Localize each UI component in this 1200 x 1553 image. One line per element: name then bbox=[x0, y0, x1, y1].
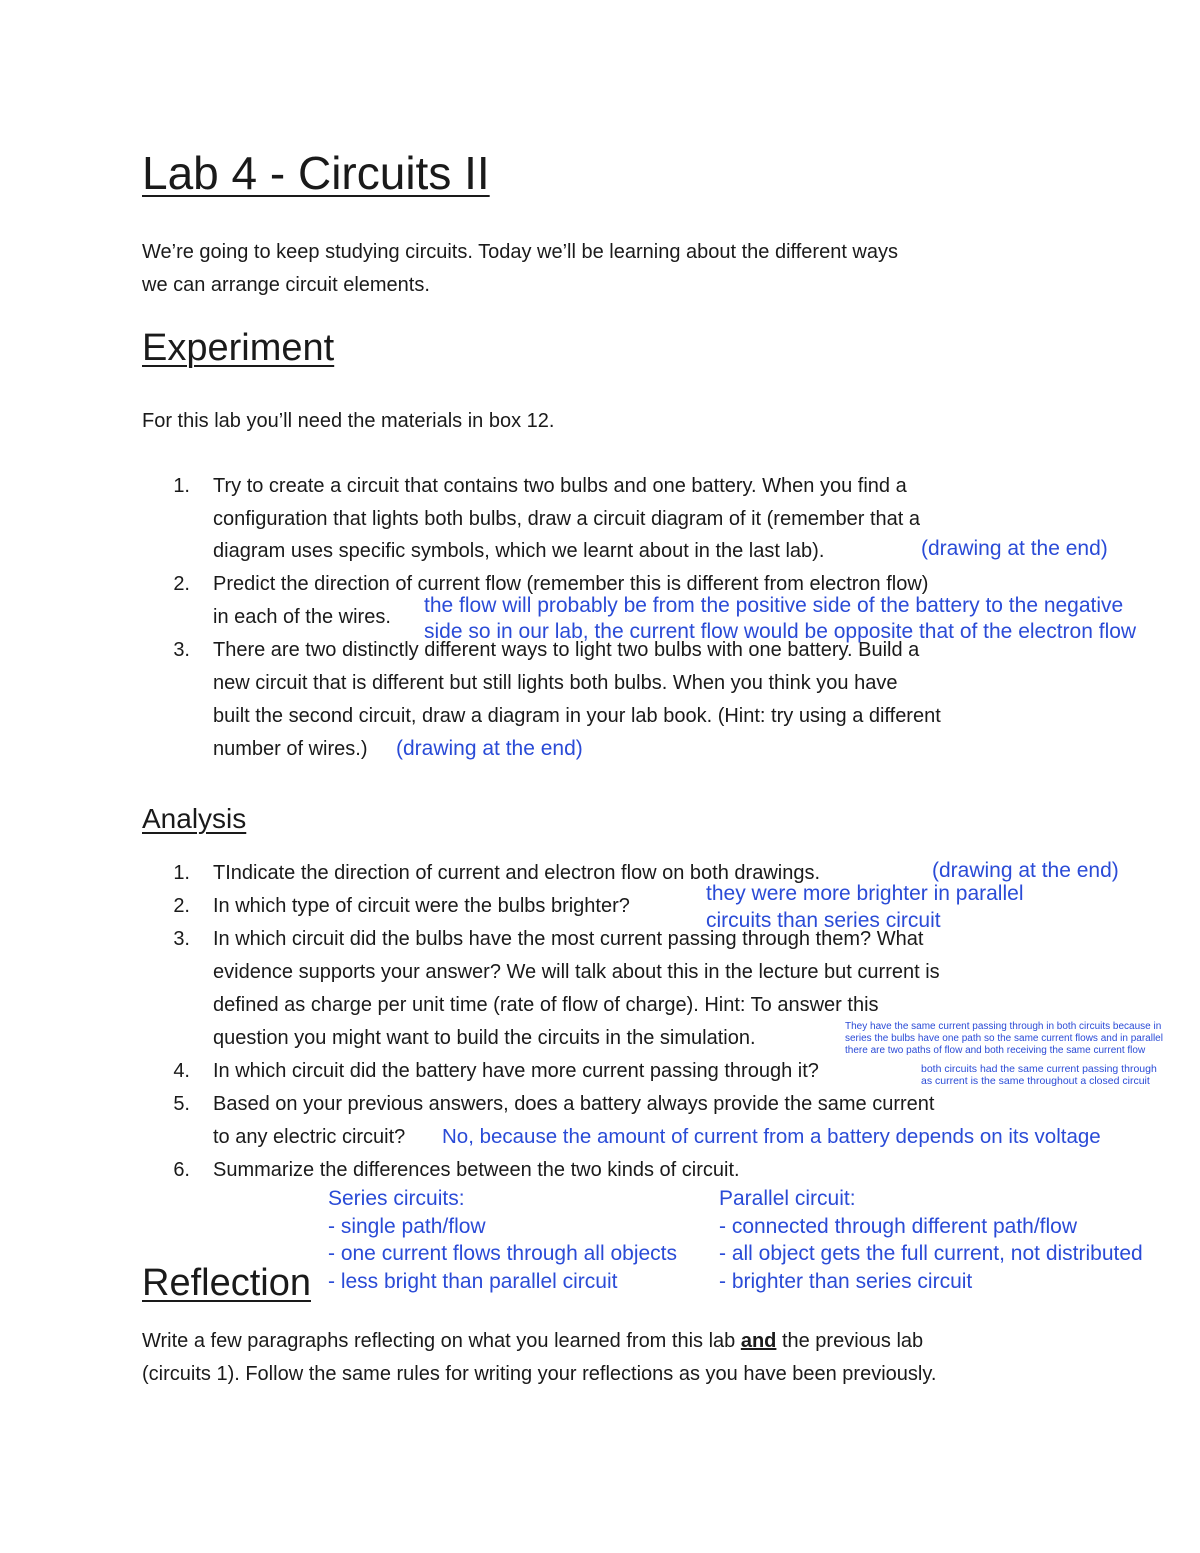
list-item-text: question you might want to build the circuits in the simulation. bbox=[213, 1027, 756, 1049]
analysis-heading: Analysis bbox=[142, 803, 247, 834]
reflection-heading: Reflection bbox=[142, 1262, 311, 1304]
intro-line-2: we can arrange circuit elements. bbox=[142, 274, 430, 296]
reflection-line-2: (circuits 1). Follow the same rules for writing your reflections as you have been previously. bbox=[142, 1363, 937, 1385]
list-item-text: In which circuit did the battery have more current passing through it? bbox=[213, 1060, 819, 1082]
handwritten-answer: they were more brighter in parallel bbox=[706, 882, 1024, 905]
list-item-text: new circuit that is different but still lights both bulbs. When you think you have bbox=[213, 672, 898, 694]
page-title: Lab 4 - Circuits II bbox=[142, 147, 490, 199]
list-item-text: TIndicate the direction of current and electron flow on both drawings. bbox=[213, 862, 821, 884]
parallel-point: - all object gets the full current, not distributed bbox=[719, 1242, 1143, 1265]
handwritten-answer: (drawing at the end) bbox=[932, 859, 1119, 882]
list-item-text: configuration that lights both bulbs, draw a circuit diagram of it (remember that a bbox=[213, 508, 921, 530]
reflection-text: Write a few paragraphs reflecting on what you learned from this lab bbox=[142, 1330, 741, 1352]
handwritten-answer: side so in our lab, the current flow would be opposite that of the electron flow bbox=[424, 620, 1137, 643]
list-item-text: number of wires.) bbox=[213, 738, 368, 760]
series-point: - single path/flow bbox=[328, 1215, 486, 1238]
list-item-text: There are two distinctly different ways to light two bulbs with one battery. Build a bbox=[213, 639, 920, 661]
handwritten-answer: series the bulbs have one path so the same current flows and in parallel bbox=[845, 1033, 1163, 1044]
list-number: 3. bbox=[173, 639, 190, 661]
list-item-text: Based on your previous answers, does a battery always provide the same current bbox=[213, 1093, 935, 1115]
handwritten-answer: (drawing at the end) bbox=[921, 537, 1108, 560]
handwritten-answer: (drawing at the end) bbox=[396, 737, 583, 760]
series-point: - less bright than parallel circuit bbox=[328, 1270, 618, 1293]
reflection-text: the previous lab bbox=[776, 1330, 924, 1352]
reflection-line-1 bbox=[142, 1329, 923, 1353]
list-number: 2. bbox=[173, 573, 190, 595]
list-number: 2. bbox=[173, 895, 190, 917]
list-item-text: Summarize the differences between the two kinds of circuit. bbox=[213, 1159, 740, 1181]
handwritten-answer: both circuits had the same current passing through bbox=[921, 1063, 1157, 1075]
parallel-point: - connected through different path/flow bbox=[719, 1215, 1078, 1238]
list-number: 3. bbox=[173, 928, 190, 950]
list-item-text: evidence supports your answer? We will talk about this in the lecture but current is bbox=[213, 961, 940, 983]
parallel-heading: Parallel circuit: bbox=[719, 1187, 856, 1210]
list-item-text: In which circuit did the bulbs have the most current passing through them? What bbox=[213, 928, 924, 950]
handwritten-answer: as current is the same throughout a closed circuit bbox=[921, 1075, 1150, 1087]
list-number: 6. bbox=[173, 1159, 190, 1181]
list-item-text: diagram uses specific symbols, which we learnt about in the last lab). bbox=[213, 540, 825, 562]
list-number: 1. bbox=[173, 862, 190, 884]
handwritten-answer: They have the same current passing through in both circuits because in bbox=[845, 1021, 1162, 1032]
handwritten-answer: the flow will probably be from the positive side of the battery to the negative bbox=[424, 594, 1124, 617]
handwritten-answer: No, because the amount of current from a battery depends on its voltage bbox=[442, 1125, 1101, 1148]
handwritten-answer: there are two paths of flow and both receiving the same current flow bbox=[845, 1045, 1146, 1056]
list-item-text: In which type of circuit were the bulbs brighter? bbox=[213, 895, 630, 917]
experiment-heading: Experiment bbox=[142, 327, 335, 369]
series-point: - one current flows through all objects bbox=[328, 1242, 678, 1265]
series-heading: Series circuits: bbox=[328, 1187, 465, 1210]
parallel-point: - brighter than series circuit bbox=[719, 1270, 973, 1293]
intro-line-1: We’re going to keep studying circuits. Today we’ll be learning about the different ways bbox=[142, 241, 898, 263]
list-item-text: defined as charge per unit time (rate of flow of charge). Hint: To answer this bbox=[213, 994, 879, 1016]
reflection-emphasis: and bbox=[740, 1330, 777, 1352]
list-item-text: built the second circuit, draw a diagram in your lab book. (Hint: try using a different bbox=[213, 705, 941, 727]
list-item-text: Try to create a circuit that contains two bulbs and one battery. When you find a bbox=[213, 475, 907, 497]
list-item-text: Predict the direction of current flow (remember this is different from electron flow) bbox=[213, 573, 929, 595]
list-item-text: in each of the wires. bbox=[213, 606, 391, 628]
list-number: 1. bbox=[173, 475, 190, 497]
list-number: 4. bbox=[173, 1060, 190, 1082]
list-item-text: to any electric circuit? bbox=[213, 1126, 406, 1148]
list-number: 5. bbox=[173, 1093, 190, 1115]
materials-text: For this lab you’ll need the materials in box 12. bbox=[142, 410, 555, 432]
handwritten-answer: circuits than series circuit bbox=[706, 909, 941, 932]
